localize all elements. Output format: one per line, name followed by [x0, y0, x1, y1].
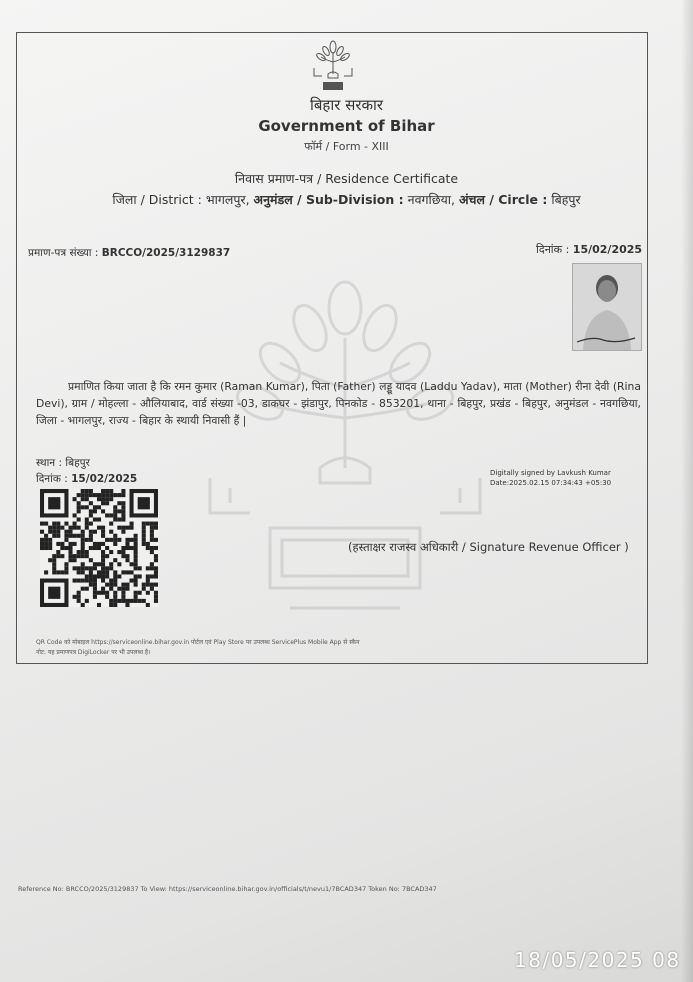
government-english-title: Government of Bihar [258, 117, 435, 135]
photo-timestamp: 18/05/2025 08 [514, 948, 681, 972]
bihar-emblem-watermark-icon [190, 268, 500, 638]
issue-date-label: दिनांक : [36, 473, 68, 485]
applicant-photo [572, 263, 642, 351]
certificate-title-english: Residence Certificate [325, 171, 459, 186]
certificate-title-hindi: निवास प्रमाण-पत्र [234, 171, 314, 186]
circle-value: बिहपुर [551, 192, 581, 207]
subdivision-value: नवगछिया, [407, 192, 456, 207]
qr-code-icon[interactable] [40, 489, 158, 607]
issue-date [36, 472, 137, 486]
subdivision-label: अनुमंडल / Sub-Division : [253, 192, 404, 207]
certificate-title: निवास प्रमाण-पत्र / Residence Certificate [234, 171, 459, 186]
qr-footnote: QR Code को मोबाइल https://serviceonline.bihar.gov.in पोर्टल एवं Play Store पर उपलब्ध ServicePlus Mobile App से स्कैन [36, 639, 360, 646]
district-value: भागलपुर, [205, 192, 250, 207]
signature-revenue-officer: (हस्ताक्षर राजस्व अधिकारी / Signature Revenue Officer ) [348, 540, 629, 554]
district-label: जिला / District : [112, 192, 202, 207]
certificate-body-text: प्रमाणित किया जाता है कि रमन कुमार (Raman Kumar), पिता (Father) लड्डू यादव (Laddu Yadav), माता (Mother) रीना देवी (Rina Devi), ग्राम / मोहल्ला - औलियाबाद, वार्ड संख्या -03, डाकघर - झंडापुर, पिनकोड - 853201, थाना - बिहपुर, प्रखंड - बिहपुर, अनुमंडल - नवगछिया, जिला - भागलपुर, राज्य - बिहार के स्थायी निवासी हैं | [36, 380, 641, 427]
issue-date-value: 15/02/2025 [71, 473, 138, 485]
bihar-state-emblem-icon [308, 38, 358, 92]
place-value: बिहपुर [65, 457, 90, 469]
date-value: 15/02/2025 [572, 243, 643, 256]
cert-no-value: BRCCO/2025/3129837 [101, 247, 231, 259]
digilocker-footnote: नोट: यह प्रमाणपत्र DigiLocker पर भी उपलब्ध है। [36, 649, 151, 656]
certificate-number [28, 246, 230, 260]
cert-no-label: प्रमाण-पत्र संख्या : [28, 247, 99, 259]
form-number: फॉर्म / Form - XIII [304, 140, 389, 153]
certificate-date [536, 242, 642, 257]
circle-label: अंचल / Circle : [459, 192, 548, 207]
jurisdiction-line [0, 191, 693, 208]
date-label: दिनांक : [536, 243, 570, 256]
reference-footer: Reference No: BRCCO/2025/3129837 To View: https://serviceonline.bihar.gov.in/officials/t/nevu1/7BCAD347 Token No: 7BCAD347 [18, 885, 437, 893]
place-label: स्थान : [36, 457, 63, 469]
government-hindi-title: बिहार सरकार [309, 96, 384, 114]
issue-place [36, 456, 90, 470]
digital-signature-date: Date:2025.02.15 07:34:43 +05:30 [490, 479, 612, 487]
digital-signature-name: Digitally signed by Lavkush Kumar [490, 469, 611, 477]
